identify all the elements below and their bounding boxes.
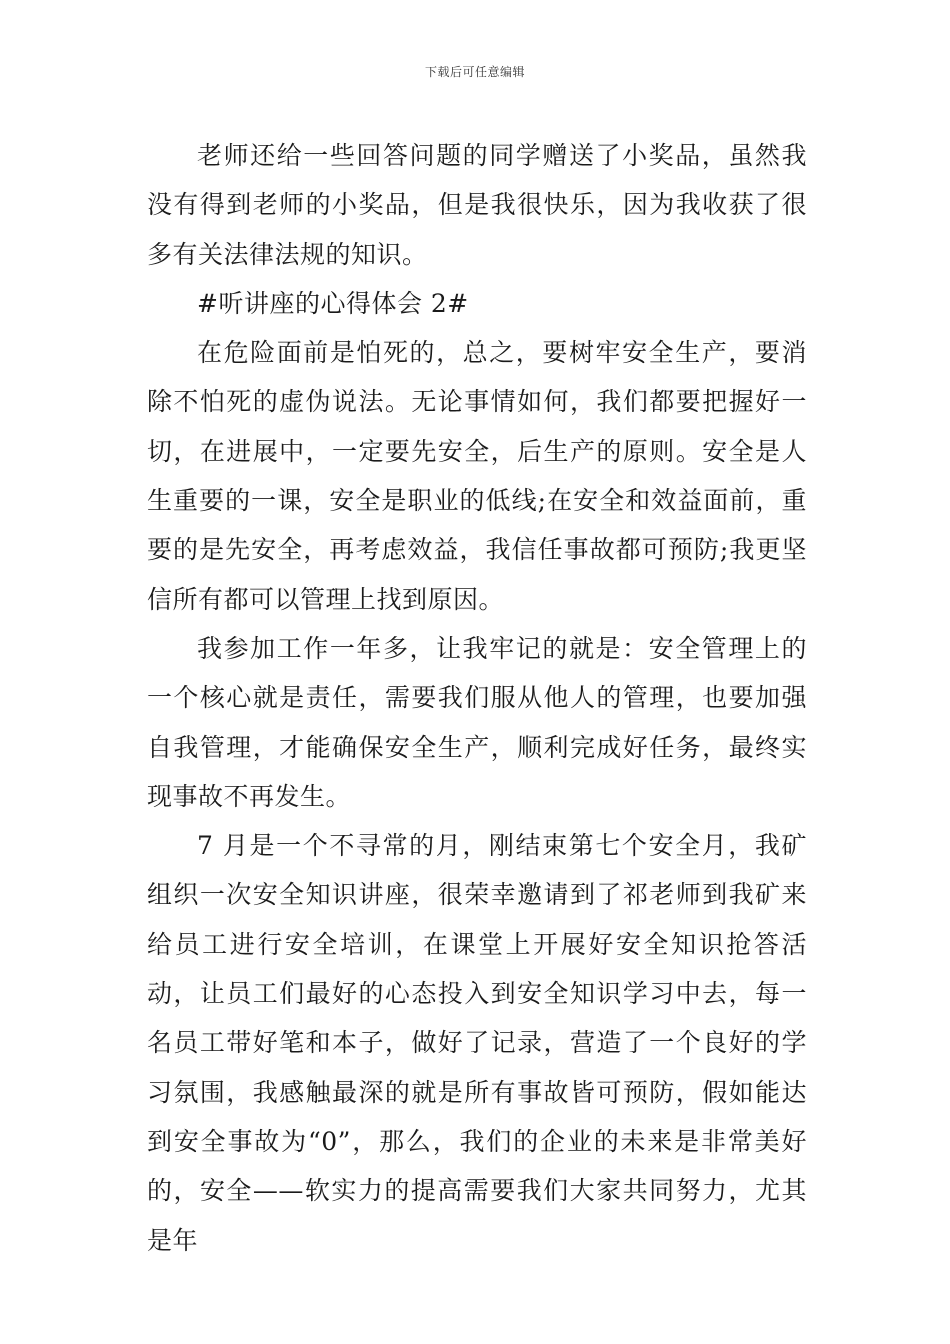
section-heading: #听讲座的心得体会 2#: [197, 288, 469, 318]
paragraph-3: 我参加工作一年多，让我牢记的就是：安全管理上的一个核心就是责任，需要我们服从他人的管理，也要加强自我管理，才能确保安全生产，顺利完成好任务，最终实现事故不再发生。: [147, 633, 807, 811]
paragraph-1: 老师还给一些回答问题的同学赠送了小奖品，虽然我没有得到老师的小奖品，但是我很快乐，因为我收获了很多有关法律法规的知识。: [147, 141, 807, 269]
page-header-note: 下载后可任意编辑: [424, 65, 525, 79]
paragraph-2: 在危险面前是怕死的，总之，要树牢安全生产，要消除不怕死的虚伪说法。无论事情如何，我们都要把握好一切，在进展中，一定要先安全，后生产的原则。安全是人生重要的一课，安全是职业的低线;在安全和效益面前，重要的是先安全，再考虑效益，我信任事故都可预防;我更坚信所有都可以管理上找到原因。: [147, 338, 807, 614]
paragraph-4: 7 月是一个不寻常的月，刚结束第七个安全月，我矿组织一次安全知识讲座，很荣幸邀请到了祁老师到我矿来给员工进行安全培训，在课堂上开展好安全知识抢答活动，让员工们最好的心态投入到安全知识学习中去，每一名员工带好笔和本子，做好了记录，营造了一个良好的学习氛围，我感触最深的就是所有事故皆可预防，假如能达到安全事故为“0”，那么，我们的企业的未来是非常美好的，安全——软实力的提高需要我们大家共同努力，尤其是年: [147, 831, 807, 1255]
document-body: [147, 131, 807, 1265]
